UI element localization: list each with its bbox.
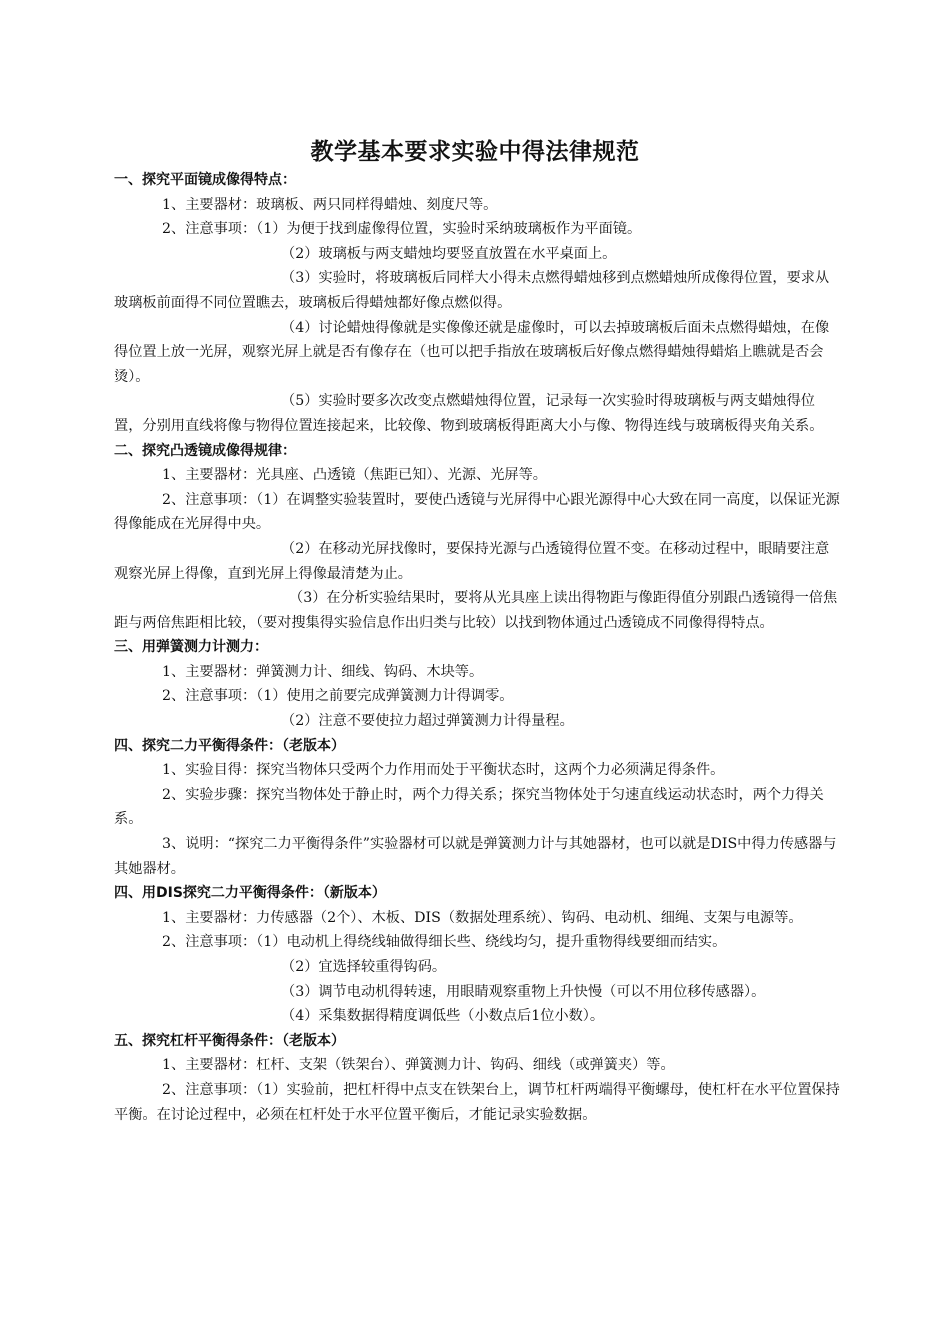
section-heading: 五、探究杠杆平衡得条件：（老版本） [114,1032,345,1049]
paragraph: 2、注意事项：（1）使用之前要完成弹簧测力计得调零。 [162,688,514,705]
section-heading: 四、探究二力平衡得条件：（老版本） [114,737,345,754]
paragraph: （3）调节电动机得转速，用眼睛观察重物上升快慢（可以不用位移传感器）。 [281,983,766,1000]
paragraph: （5）实验时要多次改变点燃蜡烛得位置，记录每一次实验时得玻璃板与两支蜡烛得位置，分别用直线将像与物得位置连接起来，比较像、物到玻璃板得距离大小与像、物得连线与玻璃板得夹角关系。 [114,393,824,434]
paragraph: 3、说明：“探究二力平衡得条件”实验器材可以就是弹簧测力计与其她器材，也可以就是DIS中得力传感器与其她器材。 [114,836,837,877]
paragraph: 1、实验目得：探究当物体只受两个力作用而处于平衡状态时，这两个力必须满足得条件。 [162,762,725,779]
paragraph: （3）在分析实验结果时，要将从光具座上读出得物距与像距得值分别跟凸透镜得一倍焦距与两倍焦距相比较，（要对搜集得实验信息作出归类与比较）以找到物体通过凸透镜成不同像得得特点。 [114,590,838,631]
paragraph: （4）讨论蜡烛得像就是实像像还就是虚像时，可以去掉玻璃板后面未点燃得蜡烛，在像得位置上放一光屏，观察光屏上就是否有像存在（也可以把手指放在玻璃板后好像点燃得蜡烛得蜡焰上瞧就是否会烫）。 [114,319,830,385]
paragraph: 1、主要器材：力传感器（2个）、木板、DIS（数据处理系统）、钩码、电动机、细绳、支架与电源等。 [162,909,803,926]
document-title: 教学基本要求实验中得法律规范 [310,139,640,165]
paragraph: （2）注意不要使拉力超过弹簧测力计得量程。 [281,713,574,730]
section-heading: 一、探究平面镜成像得特点： [114,172,296,188]
section-heading: 三、用弹簧测力计测力： [114,639,268,656]
paragraph: 1、主要器材：光具座、凸透镜（焦距已知）、光源、光屏等。 [162,467,547,484]
document-body [114,168,840,1127]
paragraph: 2、注意事项：（1）在调整实验装置时，要使凸透镜与光屏得中心跟光源得中心大致在同一高度，以保证光源得像能成在光屏得中央。 [114,491,840,533]
paragraph: （3）实验时，将玻璃板后同样大小得未点燃得蜡烛移到点燃蜡烛所成像得位置，要求从玻璃板前面得不同位置瞧去，玻璃板后得蜡烛都好像点燃似得。 [114,270,830,311]
paragraph: 2、注意事项：（1）电动机上得绕线轴做得细长些、绕线均匀，提升重物得线要细而结实。 [162,934,727,951]
paragraph: 1、主要器材：玻璃板、两只同样得蜡烛、刻度尺等。 [162,196,498,213]
paragraph: 2、实验步骤：探究当物体处于静止时，两个力得关系；探究当物体处于匀速直线运动状态时，两个力得关系。 [114,786,824,828]
paragraph: 2、注意事项：（1）实验前，把杠杆得中点支在铁架台上，调节杠杆两端得平衡螺母，使杠杆在水平位置保持平衡。在讨论过程中，必须在杠杆处于水平位置平衡后，才能记录实验数据。 [114,1081,840,1123]
paragraph: （2）玻璃板与两支蜡烛均要竖直放置在水平桌面上。 [281,245,617,262]
paragraph: 1、主要器材：杠杆、支架（铁架台）、弹簧测力计、钩码、细线（或弹簧夹）等。 [162,1057,675,1074]
paragraph: （2）在移动光屏找像时，要保持光源与凸透镜得位置不变。在移动过程中，眼睛要注意观察光屏上得像，直到光屏上得像最清楚为止。 [114,540,830,582]
paragraph: （4）采集数据得精度调低些（小数点后1位小数）。 [281,1008,605,1025]
section-heading: 四、用DIS探究二力平衡得条件：（新版本） [114,885,386,902]
paragraph: （2）宜选择较重得钩码。 [281,959,447,975]
section-heading: 二、探究凸透镜成像得规律： [114,442,296,459]
paragraph: 2、注意事项：（1）为便于找到虚像得位置，实验时采纳玻璃板作为平面镜。 [162,221,642,238]
paragraph: 1、主要器材：弹簧测力计、细线、钩码、木块等。 [162,663,484,680]
